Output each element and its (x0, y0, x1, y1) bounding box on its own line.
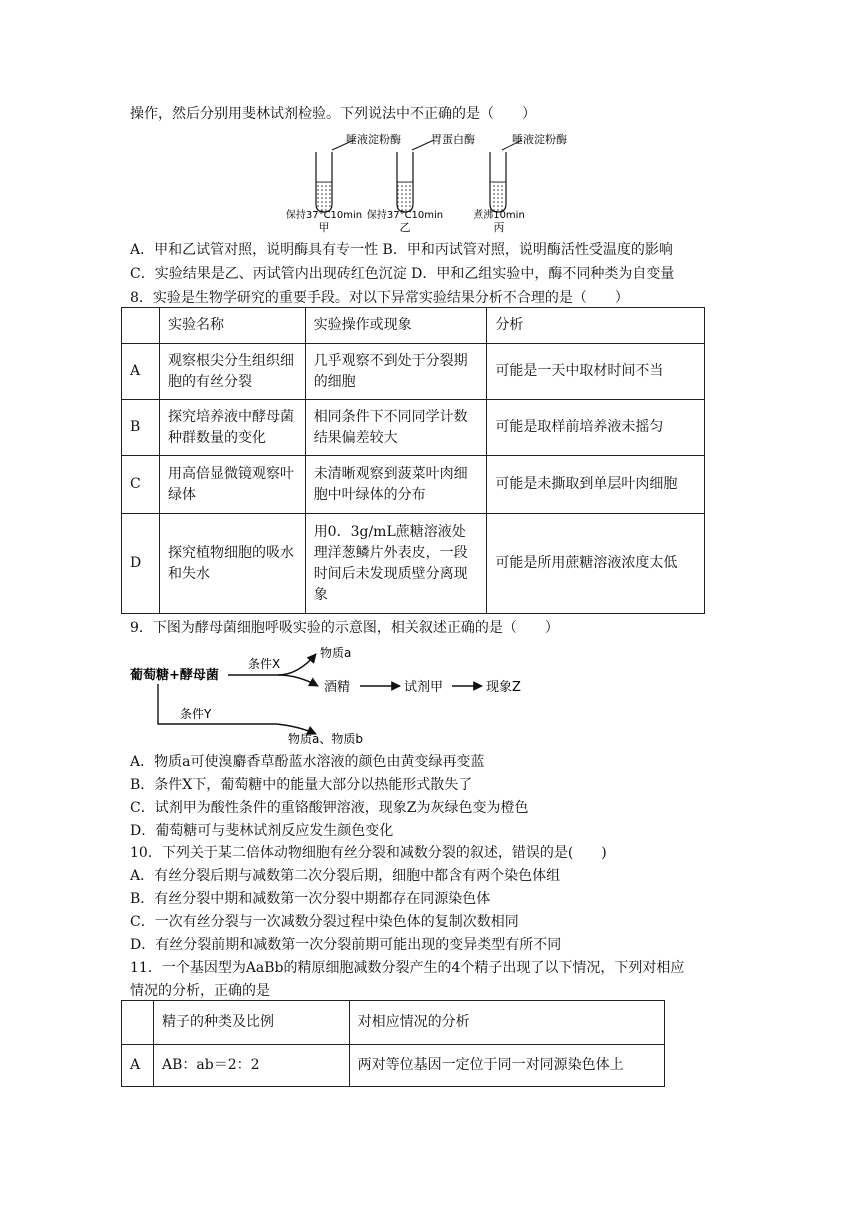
q11-header-analysis: 对相应情况的分析 (349, 1001, 664, 1045)
experiment-analysis: 可能是取样前培养液未摇匀 (487, 400, 705, 456)
experiment-operation: 相同条件下不同同学计数结果偏差较大 (305, 400, 487, 456)
q10-option-b: B．有丝分裂中期和减数第一次分裂中期都存在同源染色体 (130, 891, 491, 907)
row-key: B (122, 400, 160, 456)
diagram-start: 葡萄糖+酵母菌 (130, 668, 219, 683)
row-key: A (122, 1045, 154, 1087)
tube-bing-condition: 煮沸10min (473, 210, 525, 221)
experiment-analysis: 可能是一天中取材时间不当 (487, 344, 705, 400)
table-row (122, 514, 705, 614)
q9-stem: 9．下图为酵母菌细胞呼吸实验的示意图，相关叙述正确的是（ ） (130, 620, 559, 636)
experiment-operation: 用0．3g/mL蔗糖溶液处理洋葱鳞片外表皮，一段时间后未发现质壁分离现象 (305, 514, 487, 614)
q9-option-b: B．条件X下，葡萄糖中的能量大部分以热能形式散失了 (130, 777, 473, 793)
experiment-name: 探究植物细胞的吸水和失水 (159, 514, 305, 614)
q7-options-cd: C．实验结果是乙、丙试管内出现砖红色沉淀 D．甲和乙组实验中，酶不同种类为自变量 (130, 266, 675, 282)
q8-header-row (122, 308, 705, 344)
q11-header-ratio: 精子的种类及比例 (153, 1001, 349, 1045)
experiment-analysis: 可能是所用蔗糖溶液浓度太低 (487, 514, 705, 614)
q9-option-a: A．物质a可使溴麝香草酚蓝水溶液的颜色由黄变绿再变蓝 (130, 754, 485, 770)
q8-stem: 8．实验是生物学研究的重要手段。对以下异常实验结果分析不合理的是（ ） (130, 290, 629, 306)
q9-respiration-diagram (128, 642, 548, 746)
sperm-ratio: AB：ab＝2：2 (153, 1045, 349, 1087)
q11-stem-line2: 情况的分析，正确的是 (130, 983, 270, 999)
condition-x-label: 条件X (248, 657, 281, 671)
table-row (122, 344, 705, 400)
q8-header-name: 实验名称 (159, 308, 305, 344)
q8-header-key (122, 308, 160, 344)
tube-bing-top-label: 唾液淀粉酶 (512, 133, 567, 146)
experiment-operation: 未清晰观察到菠菜叶肉细胞中叶绿体的分布 (305, 456, 487, 514)
condition-y-label: 条件Y (180, 707, 212, 721)
tube-bing (490, 140, 522, 212)
reagent-label: 试剂甲 (404, 680, 444, 695)
q10-option-d: D．有丝分裂前期和减数第一次分裂前期可能出现的变异类型有所不同 (130, 937, 562, 953)
q10-stem: 10．下列关于某二倍体动物细胞有丝分裂和减数分裂的叙述，错误的是( ) (130, 845, 607, 861)
experiment-name: 用高倍显微镜观察叶绿体 (159, 456, 305, 514)
row-key: C (122, 456, 160, 514)
tube-yi-name: 乙 (399, 221, 411, 234)
q7-stem-tail: 操作，然后分别用斐林试剂检验。下列说法中不正确的是（ ） (130, 106, 536, 122)
q11-stem-line1: 11．一个基因型为AaBb的精原细胞减数分裂产生的4个精子出现了以下情况，下列对相应 (130, 960, 685, 976)
q7-options-ab: A．甲和乙试管对照，说明酶具有专一性 B．甲和丙试管对照，说明酶活性受温度的影响 (130, 242, 673, 258)
experiment-operation: 几乎观察不到处于分裂期的细胞 (305, 344, 487, 400)
table-row (122, 400, 705, 456)
experiment-analysis: 可能是未撕取到单层叶肉细胞 (487, 456, 705, 514)
tube-bing-name: 丙 (493, 221, 505, 234)
table-row (122, 1045, 665, 1087)
arrow-to-alcohol (278, 675, 318, 686)
experiment-name: 探究培养液中酵母菌种群数量的变化 (159, 400, 305, 456)
q11-header-key (122, 1001, 154, 1045)
tube-yi-condition: 保持37°C10min (366, 210, 444, 221)
tube-jia-name: 甲 (318, 221, 330, 234)
q8-header-op: 实验操作或现象 (305, 308, 487, 344)
table-row (122, 456, 705, 514)
products-ab-label: 物质a、物质b (288, 732, 363, 746)
row-key: D (122, 514, 160, 614)
q9-option-d: D．葡萄糖可与斐林试剂反应发生颜色变化 (130, 823, 394, 839)
tube-jia (316, 140, 354, 212)
q11-header-row (122, 1001, 665, 1045)
tube-yi-top-label: 胃蛋白酶 (431, 133, 475, 146)
tube-jia-top-label: 唾液淀粉酶 (346, 133, 401, 146)
q10-option-a: A．有丝分裂后期与减数第二次分裂后期，细胞中都含有两个染色体组 (130, 868, 561, 884)
phenomenon-label: 现象Z (486, 680, 521, 695)
alcohol-label: 酒精 (324, 680, 351, 695)
row-key: A (122, 344, 160, 400)
experiment-name: 观察根尖分生组织细胞的有丝分裂 (159, 344, 305, 400)
product-a-label: 物质a (320, 646, 352, 660)
q10-option-c: C．一次有丝分裂与一次减数分裂过程中染色体的复制次数相同 (130, 914, 519, 930)
q9-option-c: C．试剂甲为酸性条件的重铬酸钾溶液，现象Z为灰绿色变为橙色 (130, 800, 529, 816)
ratio-analysis: 两对等位基因一定位于同一对同源染色体上 (349, 1045, 664, 1087)
tube-jia-condition: 保持37°C10min (285, 210, 363, 221)
q8-table (121, 307, 705, 614)
q8-header-analysis: 分析 (487, 308, 705, 344)
q11-table (121, 1000, 665, 1087)
tube-yi (397, 140, 434, 212)
q7-test-tube-figure (268, 132, 567, 234)
